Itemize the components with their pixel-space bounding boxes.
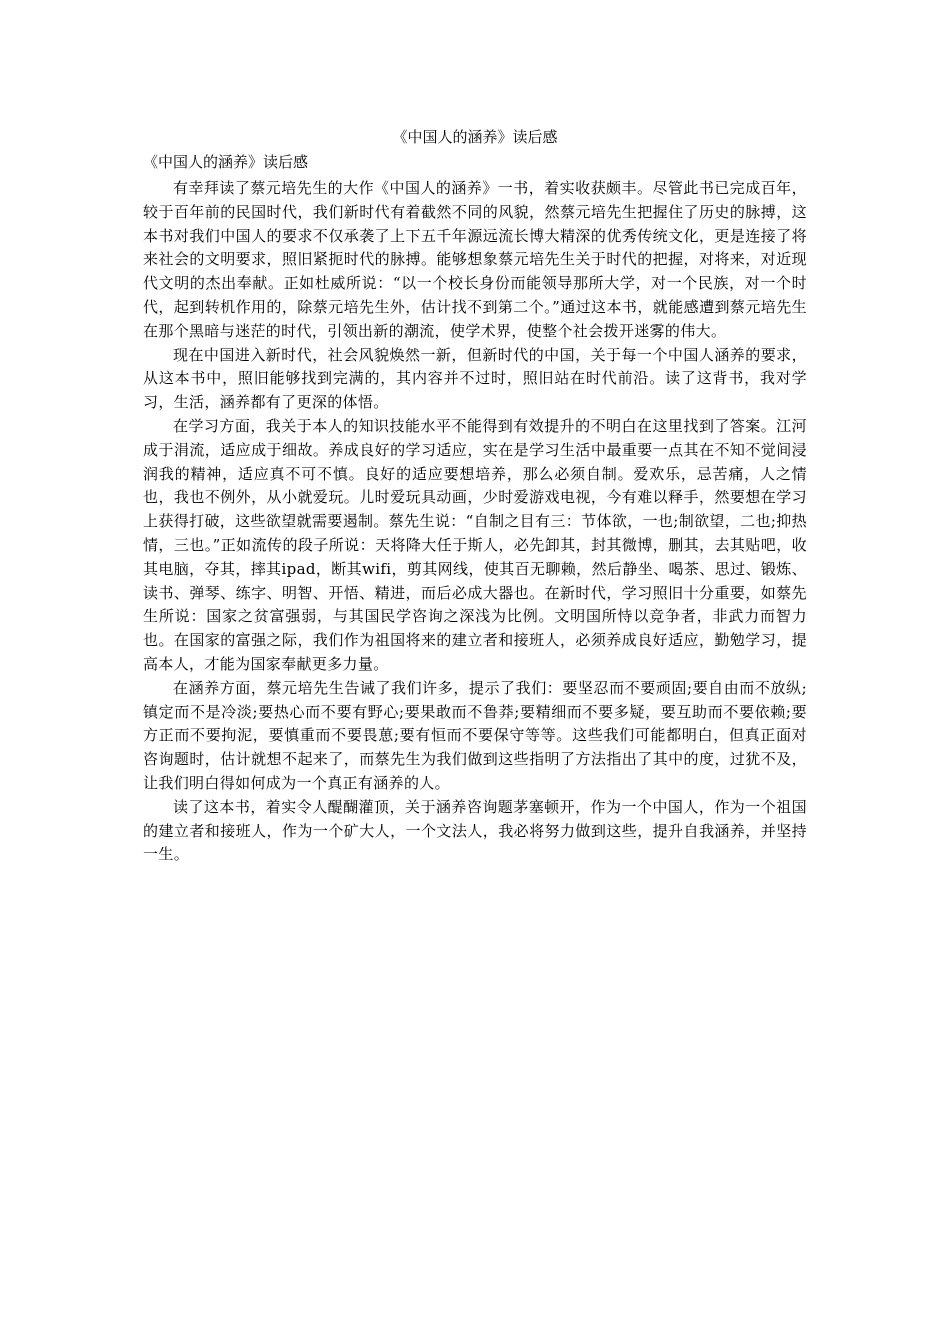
paragraph-4: 在涵养方面，蔡元培先生告诫了我们许多，提示了我们：要坚忍而不要顽固;要自由而不放纵;镇定而不是冷淡;要热心而不要有野心;要果敢而不鲁莽;要精细而不要多疑，要互助而不要依赖;要方正而不要拘泥，要慎重而不要畏葸;要有恒而不要保守等等。这些我们可能都明白，但真正面对咨询题时，估计就想不起来了，而蔡先生为我们做到这些指明了方法指出了其中的度，过犹不及，让我们明白得如何成为一个真正有涵养的人。: [143, 678, 807, 792]
document-body: [143, 177, 807, 867]
document-title: 《中国人的涵养》读后感: [392, 128, 558, 146]
paragraph-5: 读了这本书，着实令人醍醐灌顶，关于涵养咨询题茅塞顿开，作为一个中国人，作为一个祖国的建立者和接班人，作为一个矿大人，一个文法人，我必将努力做到这些，提升自我涵养，并坚持一生。: [143, 797, 807, 864]
paragraph-1: 有幸拜读了蔡元培先生的大作《中国人的涵养》一书，着实收获颇丰。尽管此书已完成百年，较于百年前的民国时代，我们新时代有着截然不同的风貌，然蔡元培先生把握住了历史的脉搏，这本书对我们中国人的要求不仅承袭了上下五千年源远流长博大精深的优秀传统文化，更是连接了将来社会的文明要求，照旧紧扼时代的脉搏。能够想象蔡元培先生关于时代的把握，对将来，对近现代文明的杰出奉献。正如杜威所说：“以一个校长身份而能领导那所大学，对一个民族，对一个时代，起到转机作用的，除蔡元培先生外，估计找不到第二个。”通过这本书，就能感遭到蔡元培先生在那个黑暗与迷茫的时代，引领出新的潮流，使学术界，使整个社会拨开迷雾的伟大。: [143, 179, 807, 340]
document-subtitle: 《中国人的涵养》读后感: [143, 153, 309, 171]
paragraph-3: 在学习方面，我关于本人的知识技能水平不能得到有效提升的不明白在这里找到了答案。江河成于涓流，适应成于细故。养成良好的学习适应，实在是学习生活中最重要一点其在不知不觉间浸润我的精神，适应真不可不慎。良好的适应要想培养，那么必须自制。爱欢乐，忌苦痛，人之情也，我也不例外，从小就爱玩。儿时爱玩具动画，少时爱游戏电视，今有难以释手，然要想在学习上获得打破，这些欲望就需要遏制。蔡先生说：“自制之目有三：节体欲，一也;制欲望，二也;抑热情，三也。”正如流传的段子所说：天将降大任于斯人，必先卸其，封其微博，删其，去其贴吧，收其电脑，夺其，摔其ipad，断其wifi，剪其网线，使其百无聊赖，然后静坐、喝茶、思过、锻炼、读书、弹琴、练字、明智、开悟、精进，而后必成大器也。在新时代，学习照旧十分重要，如蔡先生所说：国家之贫富强弱，与其国民学咨询之深浅为比例。文明国所恃以竞争者，非武力而智力也。在国家的富强之际，我们作为祖国将来的建立者和接班人，必须养成良好适应，勤勉学习，提高本人，才能为国家奉献更多力量。: [143, 416, 807, 673]
paragraph-2: 现在中国进入新时代，社会风貌焕然一新，但新时代的中国，关于每一个中国人涵养的要求，从这本书中，照旧能够找到完满的，其内容并不过时，照旧站在时代前沿。读了这背书，我对学习，生活，涵养都有了更深的体悟。: [143, 345, 807, 412]
